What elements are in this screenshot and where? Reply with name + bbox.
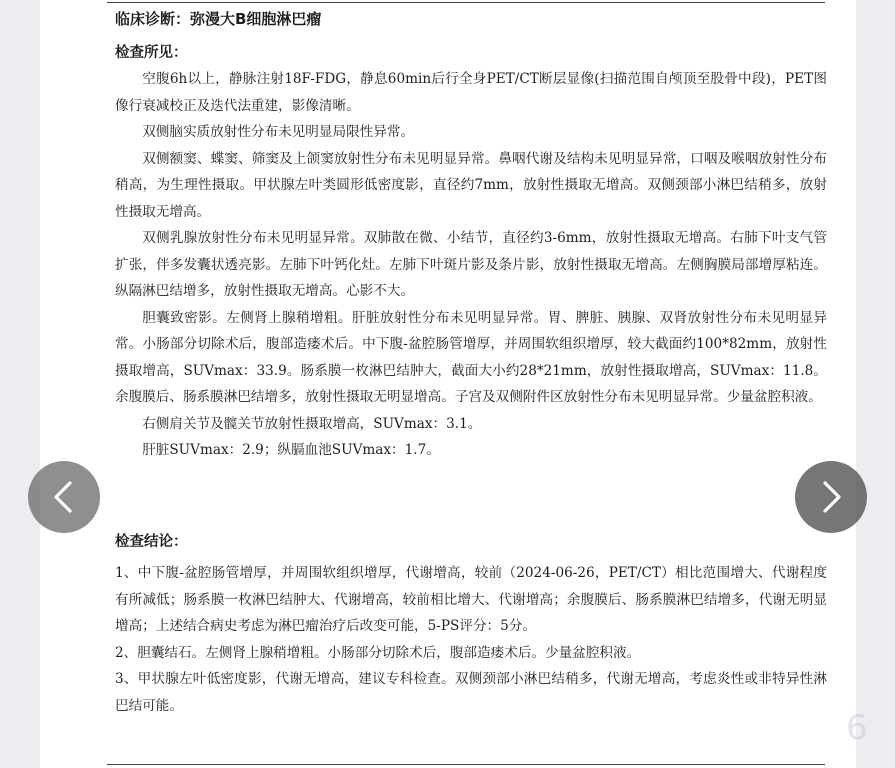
findings-paragraph: 右侧肩关节及髋关节放射性摄取增高，SUVmax：3.1。 <box>142 415 482 432</box>
next-page-button[interactable] <box>795 461 867 533</box>
findings-paragraph: 空腹6h以上，静脉注射18F-FDG，静息60min后行全身PET/CT断层显像(扫描范围自颅顶至股骨中段)，PET图像行衰减校正及迭代法重建，影像清晰。 <box>115 71 827 114</box>
chevron-right-icon <box>795 461 867 533</box>
findings-paragraph: 双侧乳腺放射性分布未见明显异常。双肺散在微、小结节，直径约3-6mm，放射性摄取无增高。右肺下叶支气管扩张，伴多发囊状透亮影。左肺下叶钙化灶。左肺下叶斑片影及条片影，放射性摄取无增高。左侧胸膜局部增厚粘连。纵隔淋巴结增多，放射性摄取无增高。心影不大。 <box>115 230 827 299</box>
chevron-left-icon <box>28 461 100 533</box>
findings-heading: 检查所见： <box>115 45 188 61</box>
findings-paragraph: 双侧额窦、蝶窦、筛窦及上颌窦放射性分布未见明显异常。鼻咽代谢及结构未见明显异常，口咽及喉咽放射性分布稍高，为生理性摄取。甲状腺左叶类圆形低密度影，直径约7mm，放射性摄取无增高。双侧颈部小淋巴结稍多，放射性摄取无增高。 <box>115 150 827 220</box>
conclusion-heading: 检查结论： <box>115 534 188 550</box>
watermark: 6 <box>846 708 868 748</box>
bottom-divider <box>107 764 825 765</box>
clinical-diagnosis: 临床诊断：弥漫大B细胞淋巴瘤 <box>115 10 322 28</box>
conclusion-section <box>115 560 827 719</box>
findings-paragraph: 肝脏SUVmax：2.9；纵膈血池SUVmax：1.7。 <box>142 442 440 458</box>
findings-paragraph: 胆囊致密影。左侧肾上腺稍增粗。肝脏放射性分布未见明显异常。胃、脾脏、胰腺、双肾放射性分布未见明显异常。小肠部分切除术后，腹部造瘘术后。中下腹-盆腔肠管增厚，并周围软组织增厚，较大截面约100*82mm，放射性摄取增高，SUVmax：33.9。肠系膜一枚淋巴结肿大，截面大小约28*21mm，放射性摄取增高，SUVmax：11.8。余腹膜后、肠系膜淋巴结增多，放射性摄取无明显增高。子宫及双侧附件区放射性分布未见明显异常。少量盆腔积液。 <box>115 309 827 405</box>
findings-section <box>115 66 827 464</box>
findings-paragraph: 双侧脑实质放射性分布未见明显局限性异常。 <box>142 124 415 140</box>
previous-page-button[interactable] <box>28 461 100 533</box>
conclusion-item: 1、中下腹-盆腔肠管增厚，并周围软组织增厚，代谢增高，较前（2024-06-26，PET/CT）相比范围增大、代谢程度有所减低；肠系膜一枚淋巴结肿大、代谢增高，较前相比增大、代谢增高；余腹膜后、肠系膜淋巴结增多，代谢无明显增高；上述结合病史考虑为淋巴瘤治疗后改变可能，5-PS评分：5分。 <box>115 565 827 634</box>
conclusion-item: 2、胆囊结石。左侧肾上腺稍增粗。小肠部分切除术后，腹部造瘘术后。少量盆腔积液。 <box>115 644 641 661</box>
conclusion-item: 3、甲状腺左叶低密度影，代谢无增高，建议专科检查。双侧颈部小淋巴结稍多，代谢无增高，考虑炎性或非特异性淋巴结可能。 <box>115 671 827 714</box>
top-divider <box>107 2 825 3</box>
